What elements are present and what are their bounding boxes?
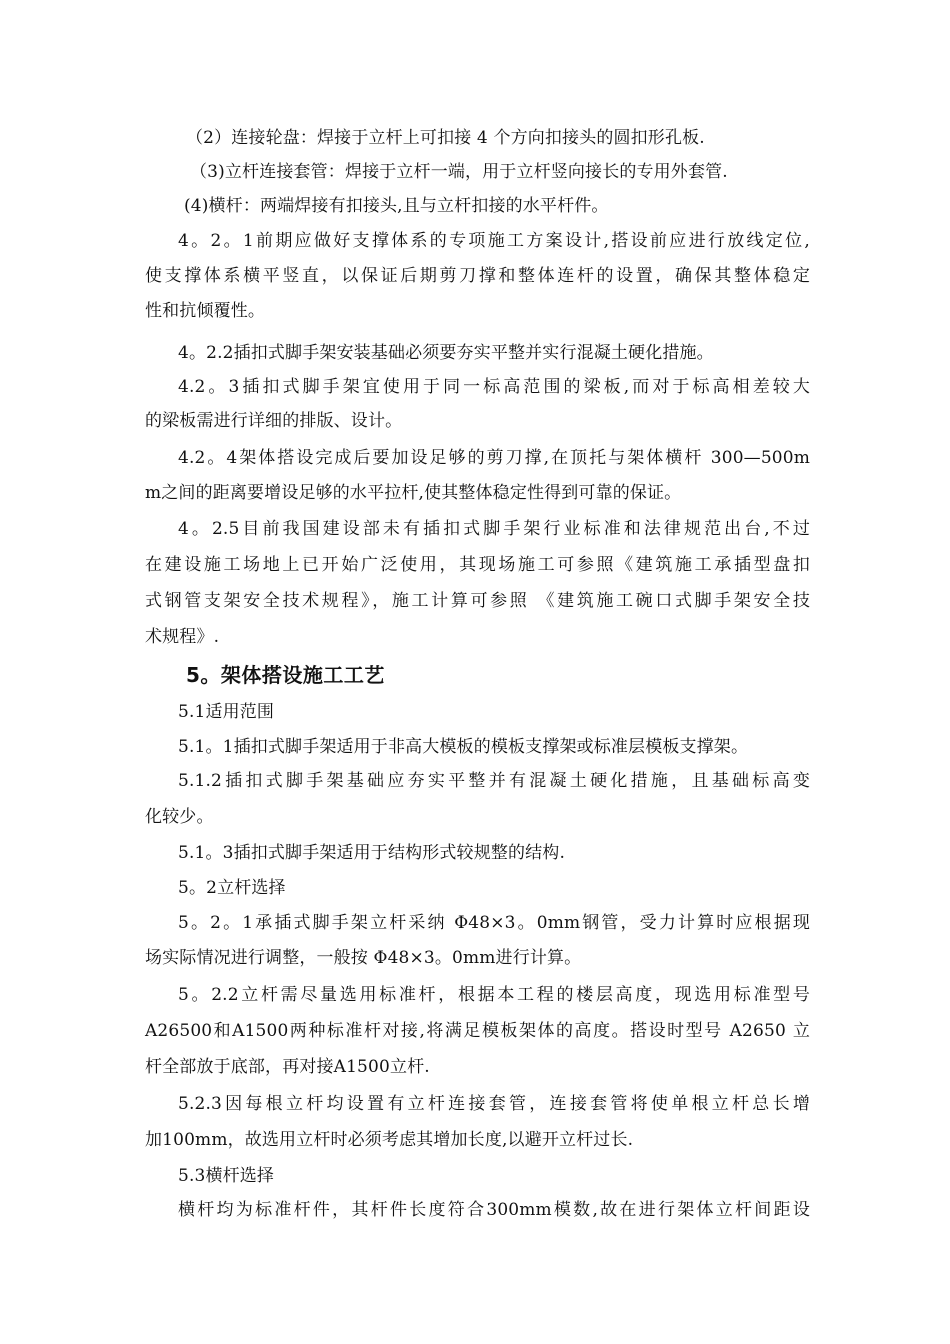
paragraph-line: 使支撑体系横平竖直，以保证后期剪刀撑和整体连杆的设置，确保其整体稳定 (145, 266, 810, 286)
paragraph-line: 4.2。4架体搭设完成后要加设足够的剪刀撑,在顶托与架体横杆 300—500m (178, 448, 810, 468)
paragraph-line: （2）连接轮盘：焊接于立杆上可扣接 4 个方向扣接头的圆扣形孔板. (186, 128, 705, 148)
paragraph-line: 的梁板需进行详细的排版、设计。 (145, 411, 403, 431)
paragraph-line: 5.3横杆选择 (178, 1166, 275, 1186)
paragraph-line: 5。2立杆选择 (178, 878, 286, 898)
paragraph-line: 杆全部放于底部，再对接A1500立杆. (145, 1057, 430, 1077)
paragraph-line: 场实际情况进行调整，一般按 Φ48×3。0mm进行计算。 (145, 948, 582, 968)
paragraph-line: 式钢管支架安全技术规程》，施工计算可参照 《建筑施工碗口式脚手架安全技 (145, 591, 810, 611)
paragraph-line: 化较少。 (145, 807, 214, 827)
paragraph-line: 4.2。3插扣式脚手架宜使用于同一标高范围的梁板,而对于标高相差较大 (178, 377, 810, 397)
paragraph-line: （3)立杆连接套管：焊接于立杆一端，用于立杆竖向接长的专用外套管. (190, 162, 728, 182)
paragraph-line: 5。2。1承插式脚手架立杆采纳 Φ48×3。0mm钢管，受力计算时应根据现 (178, 913, 810, 933)
paragraph-line: 4。2.2插扣式脚手架安装基础必须要夯实平整并实行混凝土硬化措施。 (178, 343, 714, 363)
paragraph-line: 5.2.3因每根立杆均设置有立杆连接套管，连接套管将使单根立杆总长增 (178, 1094, 810, 1114)
paragraph-line: A26500和A1500两种标准杆对接,将满足模板架体的高度。搭设时型号 A2650 立 (145, 1021, 810, 1041)
paragraph-line: 5.1。3插扣式脚手架适用于结构形式较规整的结构. (178, 843, 566, 863)
section-heading: 5。架体搭设施工工艺 (186, 663, 385, 687)
paragraph-line: 5.1适用范围 (178, 702, 275, 722)
paragraph-line: (4)横杆：两端焊接有扣接头,且与立杆扣接的水平杆件。 (184, 196, 609, 216)
paragraph-line: 性和抗倾覆性。 (145, 301, 266, 321)
paragraph-line: 加100mm，故选用立杆时必须考虑其增加长度,以避开立杆过长. (145, 1130, 634, 1150)
paragraph-line: m之间的距离要增设足够的水平拉杆,使其整体稳定性得到可靠的保证。 (145, 483, 682, 503)
paragraph-line: 4。2.5目前我国建设部未有插扣式脚手架行业标准和法律规范出台,不过 (178, 519, 810, 539)
paragraph-line: 横杆均为标准杆件，其杆件长度符合300mm模数,故在进行架体立杆间距设 (178, 1200, 810, 1220)
paragraph-line: 5。2.2立杆需尽量选用标准杆，根据本工程的楼层高度，现选用标准型号 (178, 985, 810, 1005)
paragraph-line: 4。2。1前期应做好支撑体系的专项施工方案设计,搭设前应进行放线定位, (178, 231, 810, 251)
paragraph-line: 5.1.2插扣式脚手架基础应夯实平整并有混凝土硬化措施，且基础标高变 (178, 771, 810, 791)
paragraph-line: 术规程》. (145, 627, 220, 647)
paragraph-line: 在建设施工场地上已开始广泛使用，其现场施工可参照《建筑施工承插型盘扣 (145, 555, 810, 575)
paragraph-line: 5.1。1插扣式脚手架适用于非高大模板的模板支撑架或标准层模板支撑架。 (178, 737, 749, 757)
